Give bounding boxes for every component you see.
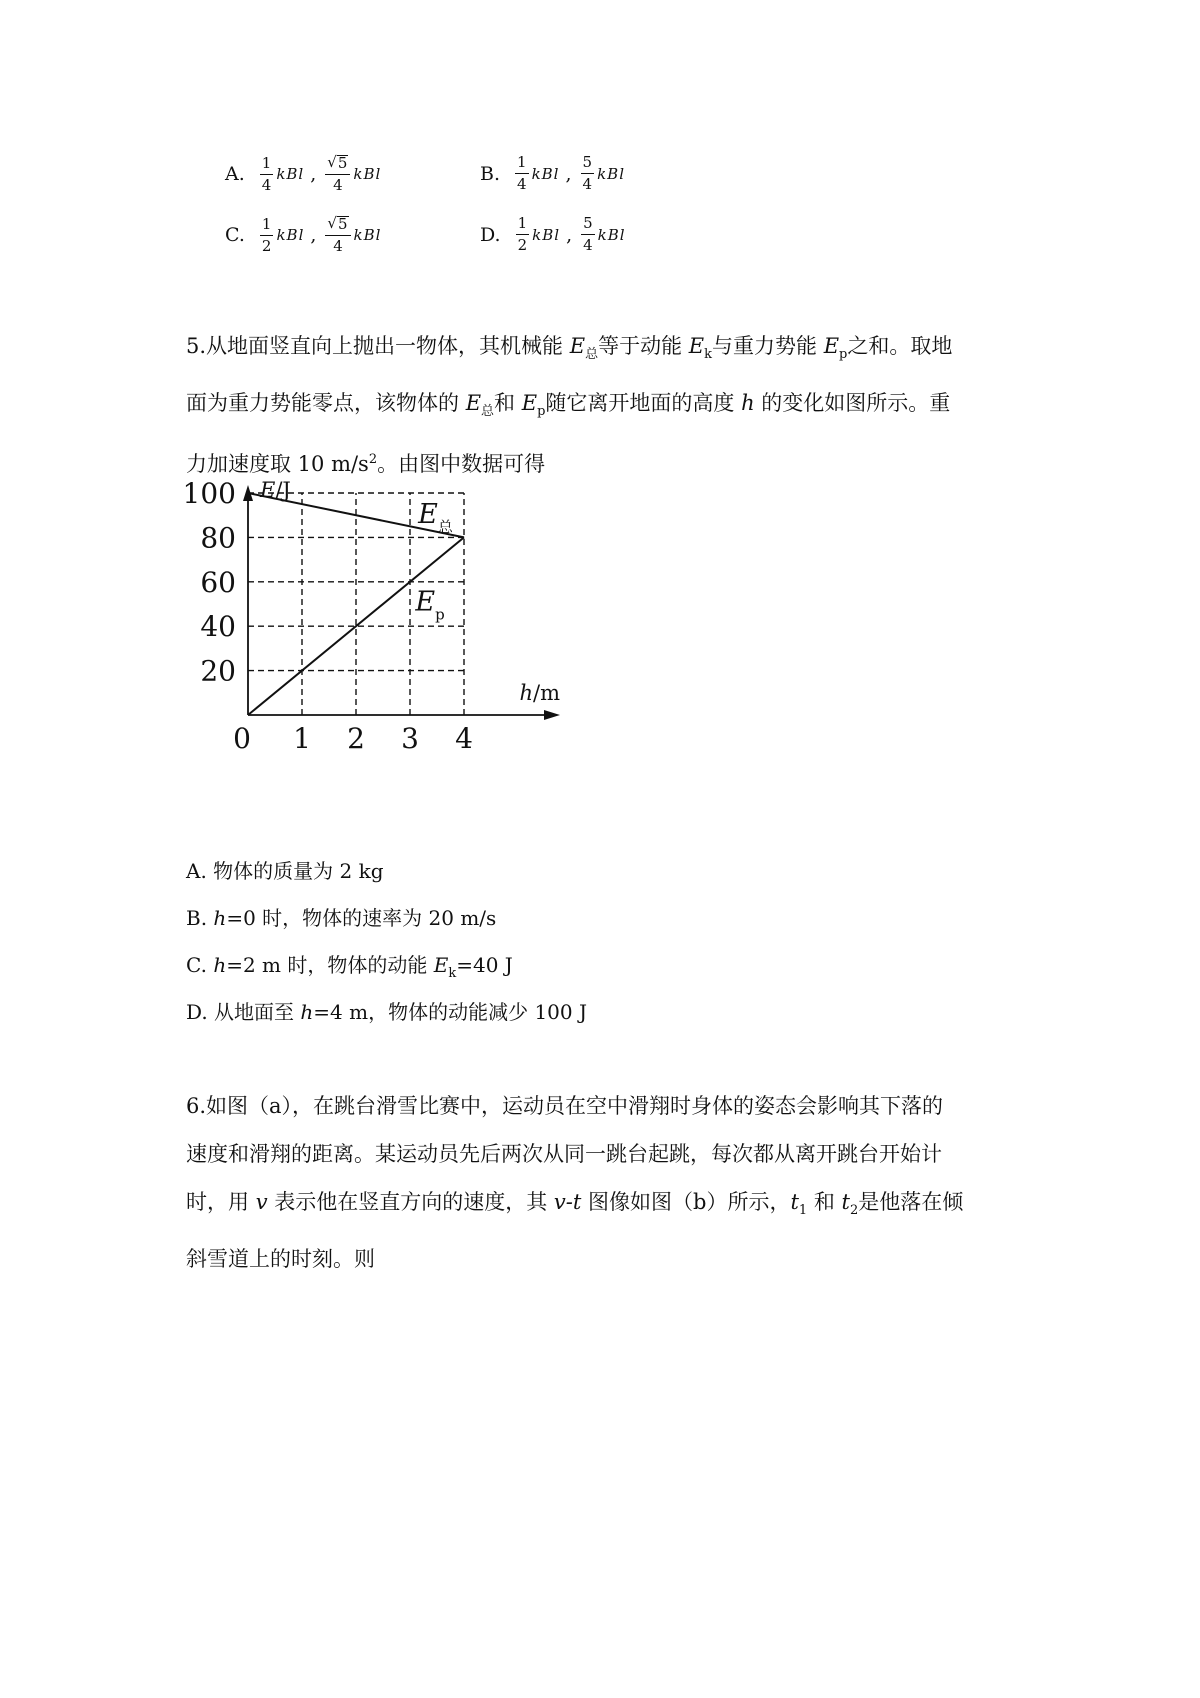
q4-option-b: B. $\frac{1}{4}$ kBl , $\frac{5}{4}$ kBl [480, 153, 625, 193]
q6-line-1: 6.如图（a），在跳台滑雪比赛中，运动员在空中滑翔时身体的姿态会影响其下落的 [186, 1094, 944, 1118]
energy-height-chart [182, 475, 615, 815]
expression: kBl [276, 226, 305, 244]
fraction: $\frac{5}{4}$ [583, 214, 593, 254]
q4-option-a: A. $\frac{1}{4}$ kBl , √ 5 4 kBl [225, 153, 382, 194]
option-label: B. [480, 162, 501, 185]
fraction: √ 5 4 [325, 216, 350, 254]
series-label: $E_总$ [418, 498, 453, 536]
y-tick-label: 20 [200, 654, 236, 688]
expression: kBl [353, 165, 382, 183]
x-axis-arrow [544, 710, 560, 720]
expression: kBl [597, 225, 626, 244]
y-tick-label: 60 [200, 565, 236, 599]
sqrt: √ 5 [327, 153, 348, 172]
q5-stem [186, 322, 1026, 488]
x-tick-label: 1 [293, 722, 311, 755]
expression: kBl [276, 165, 305, 183]
y-tick-label: 80 [200, 521, 236, 555]
q5-choice-b: B. h=0 时，物体的速率为 20 m/s [186, 906, 497, 930]
x-tick-label: 0 [233, 722, 251, 755]
q5-line-2: 面为重力势能零点，该物体的 $E_总$和 $E_p$随它离开地面的高度 h 的变化如图所示。重 [186, 391, 951, 420]
y-axis-label: E/J [260, 478, 291, 502]
series-label: $E_p$ [415, 586, 445, 624]
q4-option-d: D. $\frac{1}{2}$ kBl , $\frac{5}{4}$ kBl [480, 214, 626, 254]
fraction: $\frac{1}{2}$ [261, 214, 272, 255]
chart-axes [243, 485, 560, 720]
x-tick-label: 4 [455, 722, 473, 755]
q5-choice-d: D. 从地面至 h=4 m，物体的动能减少 100 J [186, 1000, 588, 1024]
q5-choice-c: C. h=2 m 时，物体的动能 $E_k=40$ J [186, 953, 513, 981]
expression: kBl [597, 164, 625, 183]
fraction: √ 5 4 [325, 155, 350, 193]
expression: kBl [531, 164, 560, 183]
y-tick-label: 40 [200, 610, 236, 644]
fraction: $\frac{5}{4}$ [582, 153, 593, 193]
q5-line-3: 力加速度取 10 $m/s^2$。由图中数据可得 [186, 452, 546, 477]
q4-option-c: C. $\frac{1}{2}$ kBl , √ 5 4 kBl [225, 214, 382, 255]
q6-line-2: 速度和滑翔的距离。某运动员先后两次从同一跳台起跳，每次都从离开跳台开始计 [186, 1142, 942, 1166]
q6-line-4: 斜雪道上的时刻。则 [186, 1247, 375, 1272]
option-label: C. [225, 224, 245, 246]
y-tick-label: 100 [182, 477, 236, 510]
x-axis-label: h/m [519, 681, 560, 705]
fraction: $\frac{1}{4}$ [261, 153, 272, 194]
q6-line-3: 时，用 v 表示他在竖直方向的速度，其 v-t 图像如图（b）所示，$t_1$ 和 $t_2$是他落在倾 [186, 1190, 964, 1219]
x-tick-label: 3 [401, 722, 419, 755]
q5-choice-a: A. 物体的质量为 2 kg [186, 859, 384, 883]
fraction: $\frac{1}{4}$ [517, 153, 527, 193]
sqrt: √ 5 [327, 214, 348, 233]
expression: kBl [532, 225, 561, 244]
q6-stem [186, 1082, 1026, 1283]
fraction: $\frac{1}{2}$ [517, 214, 528, 254]
q5-line-1: 5.从地面竖直向上抛出一物体，其机械能 $E_总$等于动能 $E_k$与重力势能 $E_p$之和。取地 [186, 334, 953, 363]
expression: kBl [353, 226, 382, 244]
option-label: D. [480, 223, 501, 246]
x-tick-label: 2 [347, 722, 365, 755]
option-label: A. [225, 163, 245, 185]
